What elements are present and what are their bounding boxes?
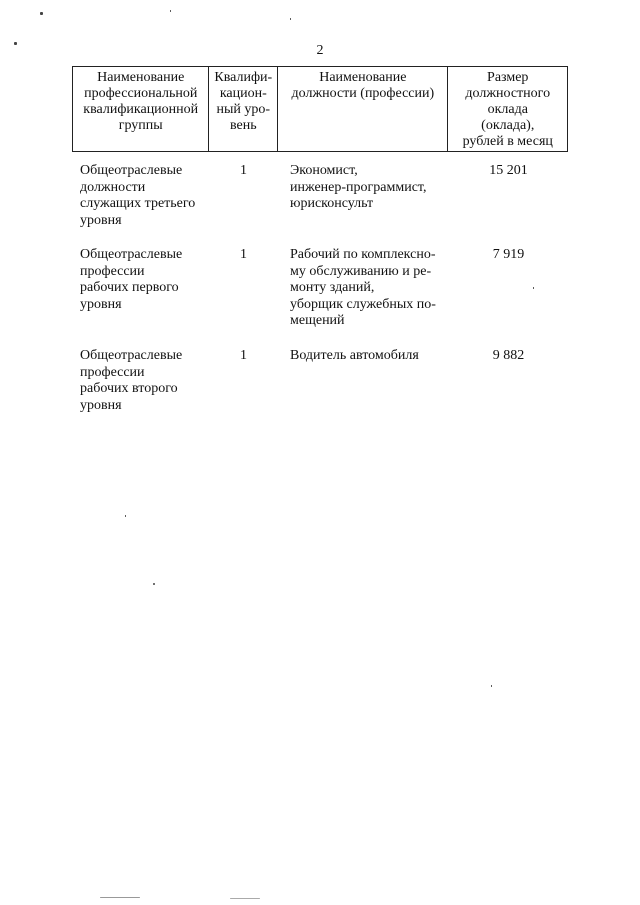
- scan-speck: [153, 583, 155, 585]
- row-salary: 15 201: [489, 163, 528, 178]
- scan-speck: [14, 42, 17, 45]
- row-salary: 9 882: [492, 348, 525, 363]
- table-row: [72, 348, 568, 414]
- row-group-name: Общеотраслевые должности служащих третьего уровня: [80, 163, 196, 228]
- header-qualification-level: Квалифи- кацион- ный уро- вень: [209, 67, 278, 151]
- row-group-name: Общеотраслевые профессии рабочих первого уровня: [80, 247, 183, 312]
- scan-speck: [40, 12, 43, 15]
- table-row: [72, 163, 568, 229]
- table-row: [72, 247, 568, 330]
- scan-speck: [125, 515, 126, 517]
- scan-speck: [170, 10, 171, 12]
- scan-speck: [533, 287, 534, 289]
- row-salary: 7 919: [492, 247, 525, 262]
- row-level: 1: [240, 348, 247, 363]
- scan-speck: [290, 18, 291, 20]
- table-header: [72, 66, 568, 152]
- header-group-name: Наименование профессиональной квалификационной группы: [73, 67, 209, 151]
- header-position-name: Наименование должности (профессии): [278, 67, 448, 151]
- scan-speck: [100, 897, 140, 898]
- row-position: Экономист, инженер-программист, юрисконсульт: [290, 163, 427, 211]
- row-position: Водитель автомобиля: [290, 348, 419, 363]
- scan-speck: [230, 898, 260, 899]
- row-group-name: Общеотраслевые профессии рабочих второго уровня: [80, 348, 183, 413]
- row-level: 1: [240, 163, 247, 178]
- scan-speck: [491, 685, 492, 687]
- row-level: 1: [240, 247, 247, 262]
- page-number: 2: [316, 43, 324, 58]
- row-position: Рабочий по комплексно- му обслуживанию и ре- монту зданий, уборщик служебных по- мещений: [290, 247, 436, 328]
- header-salary: Размер должностного оклада (оклада), рублей в месяц: [462, 70, 553, 149]
